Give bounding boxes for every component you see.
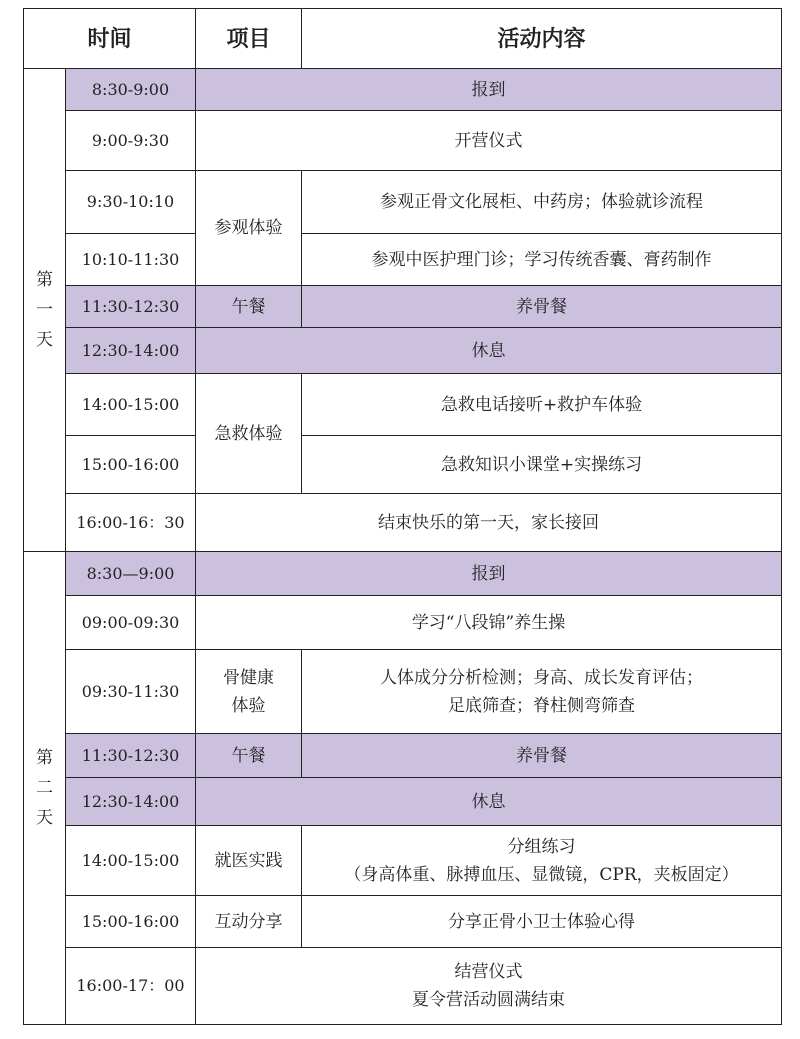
table-row <box>24 234 782 286</box>
item-cell: 参观体验 <box>196 171 302 286</box>
activity-cell: 参观正骨文化展柜、中药房；体验就诊流程 <box>302 171 782 234</box>
item-cell: 就医实践 <box>196 826 302 896</box>
schedule-table <box>23 8 782 1025</box>
time-cell: 15:00-16:00 <box>66 436 196 494</box>
time-cell: 9:30-10:10 <box>66 171 196 234</box>
table-row <box>24 896 782 948</box>
time-cell: 8:30—9:00 <box>66 552 196 596</box>
time-cell: 09:00-09:30 <box>66 596 196 650</box>
table-row <box>24 328 782 374</box>
activity-cell: 人体成分分析检测；身高、成长发育评估； 足底筛查；脊柱侧弯筛查 <box>302 650 782 734</box>
header-content: 活动内容 <box>302 9 782 69</box>
time-cell: 16:00-17：00 <box>66 948 196 1025</box>
activity-cell: 分享正骨小卫士体验心得 <box>302 896 782 948</box>
time-cell: 09:30-11:30 <box>66 650 196 734</box>
time-cell: 8:30-9:00 <box>66 69 196 111</box>
item-cell: 急救体验 <box>196 374 302 494</box>
activity-cell: 急救电话接听+救护车体验 <box>302 374 782 436</box>
header-row <box>24 9 782 69</box>
item-cell: 骨健康 体验 <box>196 650 302 734</box>
item-cell: 午餐 <box>196 286 302 328</box>
table-row <box>24 552 782 596</box>
activity-cell: 结束快乐的第一天，家长接回 <box>196 494 782 552</box>
time-cell: 10:10-11:30 <box>66 234 196 286</box>
table-row <box>24 650 782 734</box>
day2-label: 第 二 天 <box>24 552 66 1025</box>
activity-cell: 分组练习 （身高体重、脉搏血压、显微镜，CPR，夹板固定） <box>302 826 782 896</box>
time-cell: 11:30-12:30 <box>66 734 196 778</box>
table-row <box>24 286 782 328</box>
table-row <box>24 778 782 826</box>
activity-cell: 休息 <box>196 778 782 826</box>
table-row <box>24 111 782 171</box>
activity-cell: 结营仪式 夏令营活动圆满结束 <box>196 948 782 1025</box>
activity-cell: 急救知识小课堂+实操练习 <box>302 436 782 494</box>
table-row <box>24 596 782 650</box>
activity-cell: 养骨餐 <box>302 286 782 328</box>
activity-cell: 参观中医护理门诊；学习传统香囊、膏药制作 <box>302 234 782 286</box>
time-cell: 15:00-16:00 <box>66 896 196 948</box>
day1-label: 第 一 天 <box>24 69 66 552</box>
time-cell: 11:30-12:30 <box>66 286 196 328</box>
activity-cell: 开营仪式 <box>196 111 782 171</box>
time-cell: 9:00-9:30 <box>66 111 196 171</box>
time-cell: 12:30-14:00 <box>66 328 196 374</box>
time-cell: 12:30-14:00 <box>66 778 196 826</box>
table-row <box>24 69 782 111</box>
header-time: 时间 <box>24 9 196 69</box>
table-row <box>24 826 782 896</box>
time-cell: 14:00-15:00 <box>66 374 196 436</box>
table-row <box>24 171 782 234</box>
table-row <box>24 374 782 436</box>
time-cell: 14:00-15:00 <box>66 826 196 896</box>
table-row <box>24 734 782 778</box>
item-cell: 午餐 <box>196 734 302 778</box>
activity-cell: 养骨餐 <box>302 734 782 778</box>
activity-cell: 学习“八段锦”养生操 <box>196 596 782 650</box>
item-cell: 互动分享 <box>196 896 302 948</box>
table-row <box>24 436 782 494</box>
table-row <box>24 494 782 552</box>
activity-cell: 报到 <box>196 69 782 111</box>
activity-cell: 休息 <box>196 328 782 374</box>
activity-cell: 报到 <box>196 552 782 596</box>
table-row <box>24 948 782 1025</box>
time-cell: 16:00-16：30 <box>66 494 196 552</box>
header-item: 项目 <box>196 9 302 69</box>
